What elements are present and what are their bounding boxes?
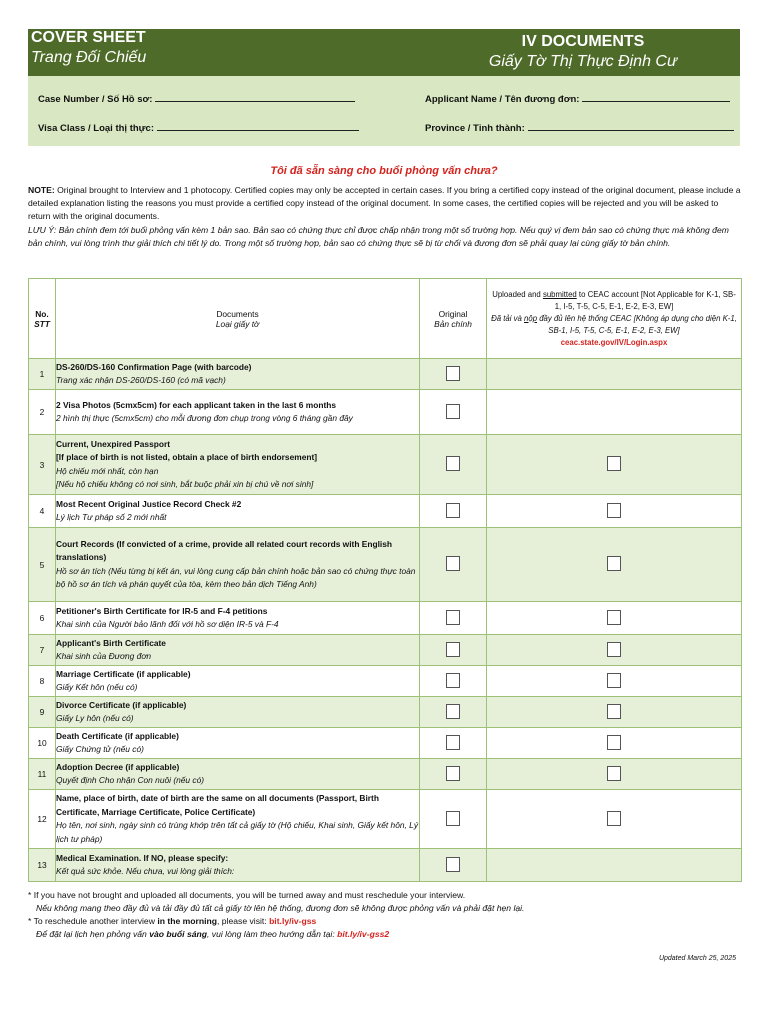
row-doc-en: Most Recent Original Justice Record Check #2 — [56, 498, 242, 509]
row-number: 1 — [29, 359, 56, 390]
visa-class-line[interactable] — [157, 121, 359, 131]
uploaded-checkbox[interactable] — [607, 642, 621, 657]
row-number: 4 — [29, 495, 56, 528]
row-doc-en: Adoption Decree (if applicable) — [56, 761, 180, 772]
header-up-en: Uploaded and submitted to CEAC account [Not Applicable for K-1, SB-1, I-5, T-5, C-5, E-1, E-2, E-3, EW] — [492, 289, 736, 311]
row-doc-vi: Hộ chiếu mới nhất, còn hạn — [56, 465, 159, 476]
table-row — [29, 635, 742, 666]
row-number: 6 — [29, 602, 56, 635]
table-row — [29, 790, 742, 849]
row-doc-en: Death Certificate (if applicable) — [56, 730, 179, 741]
row-number: 11 — [29, 759, 56, 790]
table-header — [29, 279, 742, 359]
uploaded-checkbox[interactable] — [607, 456, 621, 471]
row-doc-en: Medical Examination. If NO, please specify: — [56, 852, 229, 863]
row-doc-en: Applicant's Birth Certificate — [56, 637, 166, 648]
row-document — [56, 666, 420, 697]
row-number: 2 — [29, 390, 56, 435]
header-no-en: No. — [35, 308, 49, 319]
row-document — [56, 697, 420, 728]
row-doc-vi: Kết quả sức khỏe. Nếu chưa, vui lòng giải thích: — [56, 866, 235, 876]
table-row — [29, 759, 742, 790]
footer-note-1 — [28, 889, 524, 915]
note-label: NOTE: — [28, 185, 55, 195]
original-checkbox[interactable] — [446, 766, 460, 781]
row-doc-en: Divorce Certificate (if applicable) — [56, 699, 187, 710]
table-row — [29, 697, 742, 728]
header-no-vi: STT — [34, 318, 50, 329]
uploaded-cell — [487, 849, 742, 882]
uploaded-cell — [487, 602, 742, 635]
readiness-question: Tôi đã sẵn sàng cho buổi phỏng vấn chưa? — [270, 165, 498, 177]
row-document — [56, 759, 420, 790]
row-document — [56, 790, 420, 849]
row-document — [56, 495, 420, 528]
original-cell — [420, 759, 487, 790]
original-checkbox[interactable] — [446, 366, 460, 381]
row-doc-vi: Trang xác nhận DS-260/DS-160 (có mã vạch) — [56, 375, 226, 385]
table-row — [29, 495, 742, 528]
original-checkbox[interactable] — [446, 735, 460, 750]
note-vi-text: Bản chính đem tới buổi phỏng vấn kèm 1 bản sao. Bản sao có chứng thực chỉ được chấp nhận trong một số trường hợp. Nếu quý vị đem bản sao có chứng thực mà không đem bản chính, vui lòng trình thư giải thích chi tiết lý do. Trong một số trường hợp, bản sao có chứng thực sẽ bị từ chối và đương đơn sẽ phải quay lại cùng giấy tờ bản chính. — [28, 225, 729, 248]
header-up-vi: Đã tải và nộp đầy đủ lên hệ thống CEAC [Không áp dụng cho diện K-1, SB-1, I-5, T-5, C-5, E-1, E-2, E-3, EW] — [491, 313, 737, 335]
original-cell — [420, 849, 487, 882]
row-doc-en: Petitioner's Birth Certificate for IR-5 and F-4 petitions — [56, 605, 268, 616]
uploaded-cell — [487, 635, 742, 666]
documents-table — [28, 278, 742, 882]
header-orig-en: Original — [438, 308, 468, 319]
table-row — [29, 435, 742, 495]
row-doc-vi: Giấy Ly hôn (nếu có) — [56, 713, 134, 723]
uploaded-cell — [487, 390, 742, 435]
table-row — [29, 359, 742, 390]
table-row — [29, 602, 742, 635]
row-number: 10 — [29, 728, 56, 759]
applicant-name-label: Applicant Name / Tên đương đơn: — [425, 94, 580, 105]
note-english — [28, 184, 741, 223]
uploaded-checkbox[interactable] — [607, 735, 621, 750]
original-cell — [420, 435, 487, 495]
case-number-line[interactable] — [155, 92, 355, 102]
applicant-name-line[interactable] — [582, 92, 730, 102]
applicant-fields — [28, 76, 740, 146]
header-doc-vi: Loại giấy tờ — [215, 318, 260, 329]
row-number: 9 — [29, 697, 56, 728]
original-cell — [420, 790, 487, 849]
original-checkbox[interactable] — [446, 503, 460, 518]
row-doc-en: DS-260/DS-160 Confirmation Page (with barcode) — [56, 361, 252, 372]
original-cell — [420, 495, 487, 528]
uploaded-cell — [487, 528, 742, 602]
table-row — [29, 528, 742, 602]
footer-line-1: * If you have not brought and uploaded all documents, you will be turned away and must reschedule your interview. — [28, 890, 466, 900]
ceac-link[interactable]: ceac.state.gov/IV/Login.aspx — [560, 337, 668, 347]
table-row — [29, 849, 742, 882]
uploaded-cell — [487, 790, 742, 849]
province-line[interactable] — [528, 121, 734, 131]
row-doc-en-note: [If place of birth is not listed, obtain a place of birth endorsement] — [56, 452, 318, 462]
original-cell — [420, 359, 487, 390]
row-number: 12 — [29, 790, 56, 849]
original-cell — [420, 697, 487, 728]
original-cell — [420, 528, 487, 602]
header-original — [420, 279, 487, 359]
row-number: 3 — [29, 435, 56, 495]
cover-sheet-title-vi: Trang Đối Chiếu — [31, 49, 147, 66]
original-checkbox[interactable] — [446, 404, 460, 419]
row-doc-vi: Giấy Kết hôn (nếu có) — [56, 682, 138, 692]
note-text: Original brought to Interview and 1 photocopy. Certified copies may only be accepted in certain cases. If you bring a certified copy instead of the original document, please include a detailed explanation listing the reasons you must provide a certified copy instead of the original document. In some cases, the certified copies will be rejected and you will be asked to return with the original documents. — [28, 185, 741, 221]
original-cell — [420, 602, 487, 635]
reschedule-link-vi[interactable]: bit.ly/iv-gss2 — [337, 929, 390, 939]
row-document — [56, 390, 420, 435]
footer-line-2: * To reschedule another interview in the morning, please visit: bit.ly/iv-gss — [28, 916, 317, 926]
original-checkbox[interactable] — [446, 704, 460, 719]
row-doc-vi: Khai sinh của Đương đơn — [56, 651, 152, 661]
row-doc-vi: Giấy Chứng tử (nếu có) — [56, 744, 144, 754]
row-doc-vi: Khai sinh của Người bảo lãnh đối với hồ sơ diện IR-5 và F-4 — [56, 619, 279, 629]
row-doc-vi: Hồ sơ án tích (Nếu từng bị kết án, vui lòng cung cấp bản chính hoặc bản sao có chứng thực toàn bộ hồ sơ án tích và phán quyết của tòa, kèm theo bản dịch Tiếng Anh) — [56, 565, 416, 589]
province-label: Province / Tỉnh thành: — [425, 123, 525, 134]
header-doc-en: Documents — [216, 308, 259, 319]
header-uploaded — [487, 279, 742, 359]
original-cell — [420, 666, 487, 697]
visa-class-field[interactable] — [38, 121, 359, 134]
row-document — [56, 359, 420, 390]
note-vi-label: LƯU Ý: — [28, 225, 57, 235]
original-checkbox[interactable] — [446, 811, 460, 826]
uploaded-cell — [487, 359, 742, 390]
row-document — [56, 728, 420, 759]
row-document — [56, 528, 420, 602]
original-checkbox[interactable] — [446, 610, 460, 625]
cover-sheet-title: COVER SHEET — [31, 29, 146, 46]
row-doc-en: 2 Visa Photos (5cmx5cm) for each applicant taken in the last 6 months — [56, 399, 337, 410]
case-number-label: Case Number / Số Hồ sơ: — [38, 94, 153, 105]
uploaded-checkbox[interactable] — [607, 610, 621, 625]
row-number: 7 — [29, 635, 56, 666]
province-field[interactable] — [425, 121, 734, 134]
uploaded-checkbox[interactable] — [607, 704, 621, 719]
uploaded-checkbox[interactable] — [607, 766, 621, 781]
row-doc-en: Current, Unexpired Passport — [56, 438, 171, 449]
row-doc-en: Court Records (If convicted of a crime, provide all related court records with English translations) — [56, 538, 393, 562]
uploaded-checkbox[interactable] — [607, 673, 621, 688]
reschedule-link[interactable]: bit.ly/iv-gss — [269, 916, 317, 926]
note-vietnamese — [28, 224, 741, 250]
original-checkbox[interactable] — [446, 556, 460, 571]
footer-note-2 — [28, 915, 389, 941]
row-doc-en: Name, place of birth, date of birth are the same on all documents (Passport, Birth Certificate, Marriage Certificate, Police Certificate) — [56, 793, 379, 817]
original-checkbox[interactable] — [446, 642, 460, 657]
original-checkbox[interactable] — [446, 673, 460, 688]
row-doc-vi: Quyết định Cho nhận Con nuôi (nếu có) — [56, 775, 205, 785]
footer-line-1-vi: Nếu không mang theo đầy đủ và tải đầy đủ tất cả giấy tờ lên hệ thống, đương đơn sẽ không được phỏng vấn và phải đặt hẹn lại. — [36, 903, 525, 913]
uploaded-cell — [487, 759, 742, 790]
original-cell — [420, 390, 487, 435]
iv-documents-title-vi: Giấy Tờ Thị Thực Định Cư — [488, 53, 678, 70]
header-no — [29, 279, 56, 359]
original-checkbox[interactable] — [446, 456, 460, 471]
row-doc-vi: Họ tên, nơi sinh, ngày sinh có trùng khớp trên tất cả giấy tờ (Hộ chiếu, Khai sinh, Giấy kết hôn, Lý lịch tư pháp) — [56, 820, 419, 844]
uploaded-checkbox[interactable] — [607, 556, 621, 571]
header-banner — [28, 29, 740, 76]
uploaded-cell — [487, 697, 742, 728]
row-doc-vi-note: [Nếu hộ chiếu không có nơi sinh, bắt buộc phải xin bị chú về nơi sinh] — [56, 479, 314, 489]
uploaded-cell — [487, 666, 742, 697]
header-documents — [56, 279, 420, 359]
row-document — [56, 849, 420, 882]
row-document — [56, 435, 420, 495]
visa-class-label: Visa Class / Loại thị thực: — [38, 123, 154, 134]
original-cell — [420, 635, 487, 666]
uploaded-cell — [487, 728, 742, 759]
uploaded-cell — [487, 435, 742, 495]
uploaded-cell — [487, 495, 742, 528]
uploaded-checkbox[interactable] — [607, 503, 621, 518]
row-doc-vi: Lý lịch Tư pháp số 2 mới nhất — [56, 512, 167, 522]
case-number-field[interactable] — [38, 92, 355, 105]
row-number: 8 — [29, 666, 56, 697]
uploaded-checkbox[interactable] — [607, 811, 621, 826]
row-document — [56, 602, 420, 635]
original-cell — [420, 728, 487, 759]
row-document — [56, 635, 420, 666]
row-doc-en: Marriage Certificate (if applicable) — [56, 668, 191, 679]
table-row — [29, 666, 742, 697]
original-checkbox[interactable] — [446, 857, 460, 872]
header-orig-vi: Bản chính — [434, 318, 472, 329]
row-number: 13 — [29, 849, 56, 882]
table-row — [29, 728, 742, 759]
applicant-name-field[interactable] — [425, 92, 730, 105]
table-row — [29, 390, 742, 435]
updated-date: Updated March 25, 2025 — [658, 955, 736, 962]
row-number: 5 — [29, 528, 56, 602]
row-doc-vi: 2 hình thị thực (5cmx5cm) cho mỗi đương đơn chụp trong vòng 6 tháng gần đây — [56, 413, 353, 423]
footer-line-2-vi: Để đặt lại lịch hẹn phỏng vấn vào buổi sáng, vui lòng làm theo hướng dẫn tại: bit.ly/iv-gss2 — [36, 929, 390, 939]
iv-documents-title: IV DOCUMENTS — [521, 33, 645, 50]
